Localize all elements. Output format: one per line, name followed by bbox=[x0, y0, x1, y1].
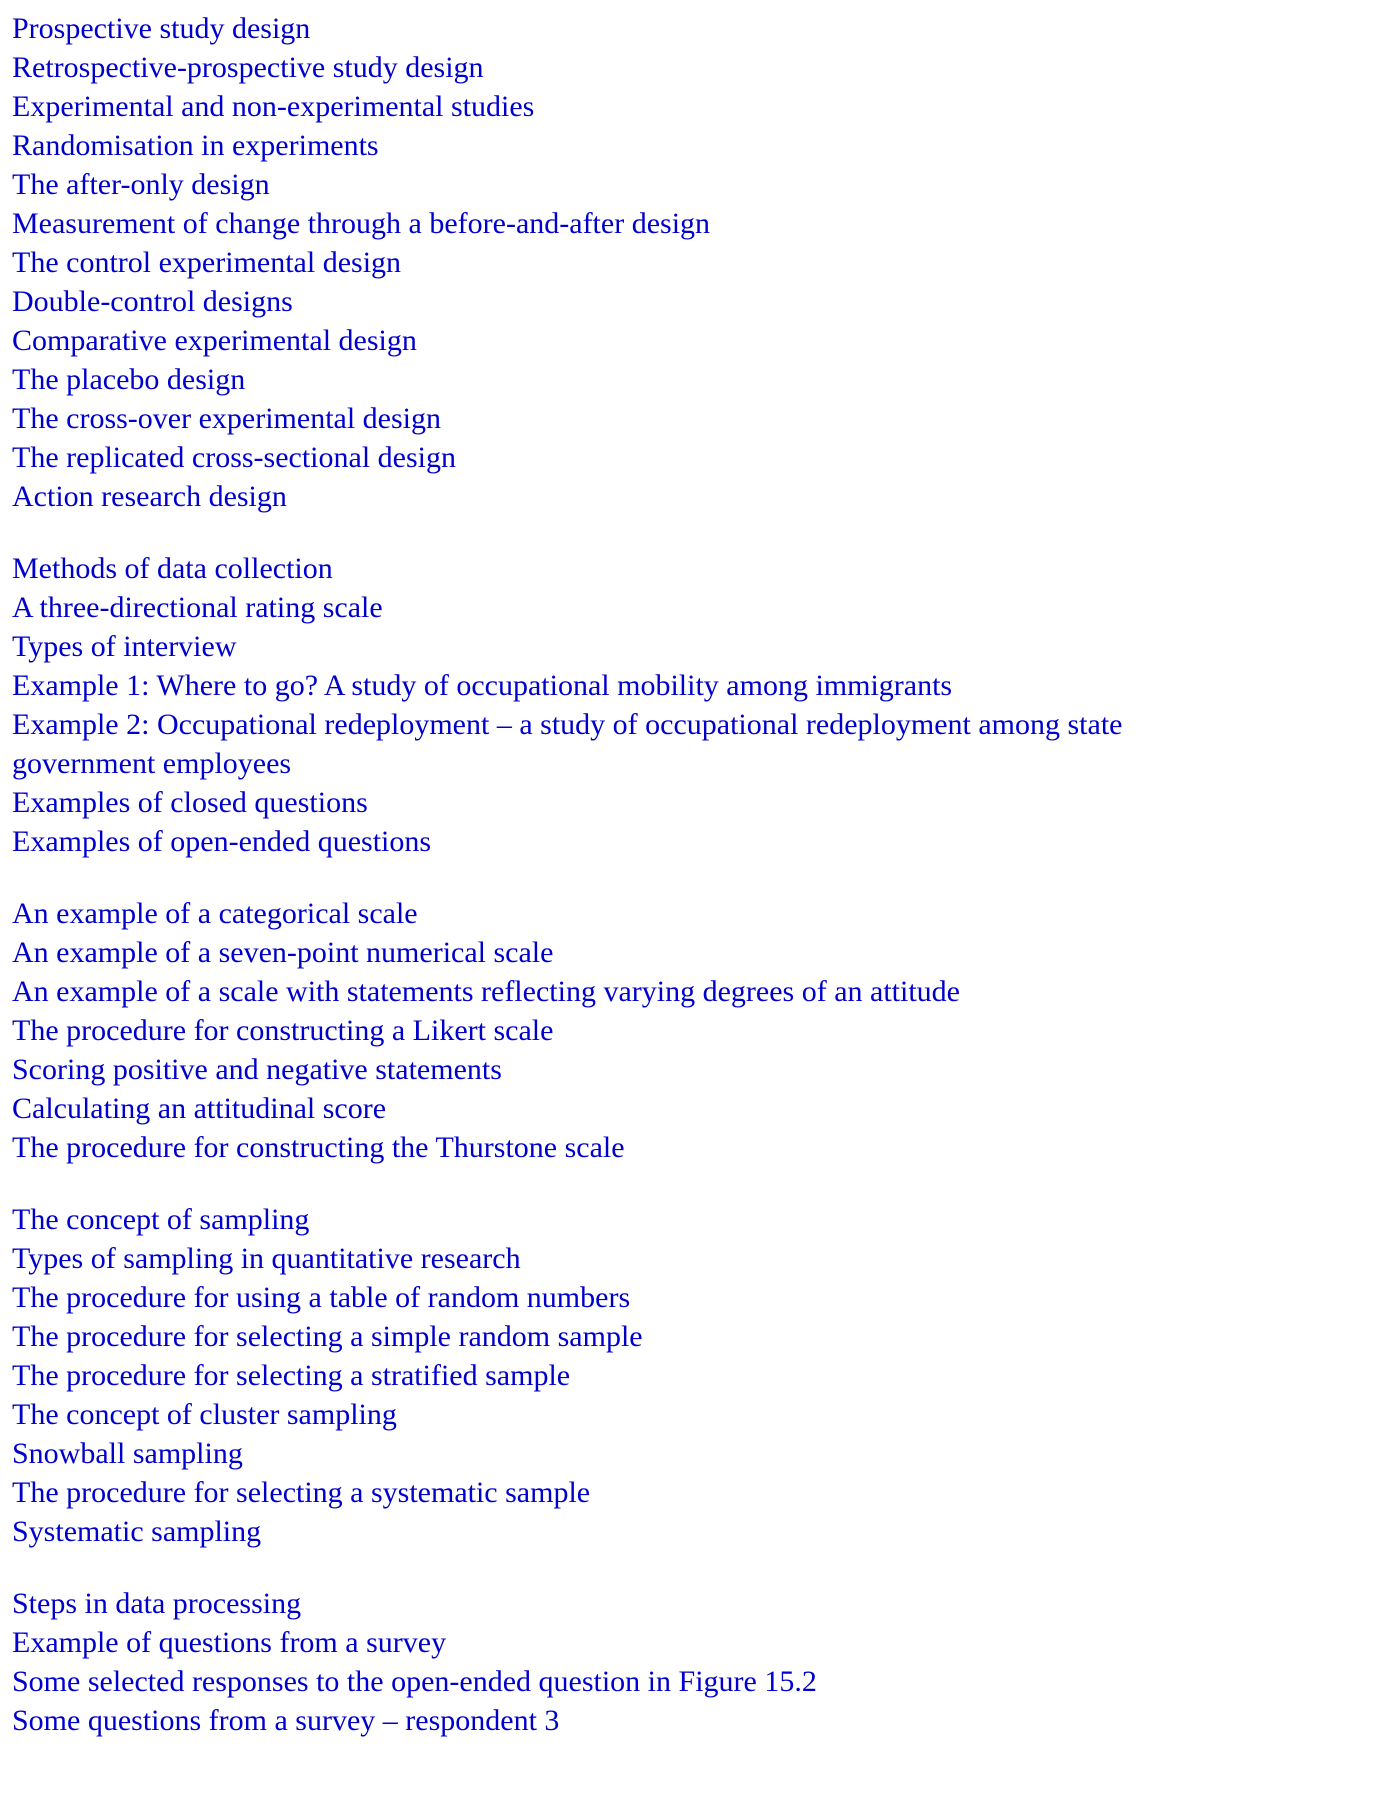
figure-link[interactable]: Examples of open-ended questions bbox=[12, 825, 432, 858]
figure-link[interactable]: Some questions from a survey – respondent 3 bbox=[12, 1704, 560, 1737]
figure-link[interactable]: Action research design bbox=[12, 480, 287, 513]
figure-link-group bbox=[12, 549, 1272, 861]
figure-link-group bbox=[12, 9, 1272, 516]
figure-link[interactable]: The procedure for selecting a stratified sample bbox=[12, 1359, 571, 1392]
figure-link[interactable]: Experimental and non-experimental studies bbox=[12, 90, 535, 123]
figure-link[interactable]: Retrospective-prospective study design bbox=[12, 51, 484, 84]
figure-link[interactable]: The procedure for selecting a simple random sample bbox=[12, 1320, 643, 1353]
figure-link[interactable]: The procedure for constructing the Thurstone scale bbox=[12, 1131, 625, 1164]
figure-link[interactable]: The procedure for using a table of random numbers bbox=[12, 1281, 631, 1314]
figure-link[interactable]: Methods of data collection bbox=[12, 552, 333, 585]
figure-link[interactable]: An example of a categorical scale bbox=[12, 897, 418, 930]
figure-link[interactable]: Example 1: Where to go? A study of occupational mobility among immigrants bbox=[12, 669, 953, 702]
figure-link-group bbox=[12, 1200, 1272, 1551]
figure-link[interactable]: Snowball sampling bbox=[12, 1437, 243, 1470]
figure-link[interactable]: Some selected responses to the open-ended question in Figure 15.2 bbox=[12, 1665, 817, 1698]
figure-link[interactable]: The placebo design bbox=[12, 363, 246, 396]
figure-link-group bbox=[12, 1584, 1272, 1740]
figure-link[interactable]: A three-directional rating scale bbox=[12, 591, 383, 624]
figure-link[interactable]: Randomisation in experiments bbox=[12, 129, 379, 162]
figure-link[interactable]: The concept of sampling bbox=[12, 1203, 310, 1236]
figure-link[interactable]: Prospective study design bbox=[12, 12, 311, 45]
figure-link[interactable]: The cross-over experimental design bbox=[12, 402, 442, 435]
figure-link[interactable]: Examples of closed questions bbox=[12, 786, 368, 819]
figure-link[interactable]: The procedure for selecting a systematic sample bbox=[12, 1476, 591, 1509]
figure-link[interactable]: Example of questions from a survey bbox=[12, 1626, 447, 1659]
figure-link[interactable]: Systematic sampling bbox=[12, 1515, 262, 1548]
figure-link[interactable]: An example of a scale with statements reflecting varying degrees of an attitude bbox=[12, 975, 960, 1008]
figure-link-group bbox=[12, 894, 1272, 1167]
figure-link[interactable]: Scoring positive and negative statements bbox=[12, 1053, 502, 1086]
figure-link[interactable]: The concept of cluster sampling bbox=[12, 1398, 397, 1431]
figure-link[interactable]: The procedure for constructing a Likert scale bbox=[12, 1014, 554, 1047]
figure-link[interactable]: Double-control designs bbox=[12, 285, 293, 318]
figure-link[interactable]: Types of sampling in quantitative research bbox=[12, 1242, 521, 1275]
figure-link[interactable]: Example 2: Occupational redeployment – a study of occupational redeployment among state government employees bbox=[12, 708, 1123, 780]
figure-link[interactable]: Steps in data processing bbox=[12, 1587, 302, 1620]
figure-link[interactable]: Measurement of change through a before-and-after design bbox=[12, 207, 711, 240]
figure-link[interactable]: Types of interview bbox=[12, 630, 237, 663]
figure-link[interactable]: The control experimental design bbox=[12, 246, 402, 279]
figure-link[interactable]: The replicated cross-sectional design bbox=[12, 441, 456, 474]
figure-link[interactable]: An example of a seven-point numerical scale bbox=[12, 936, 554, 969]
figure-link[interactable]: The after-only design bbox=[12, 168, 270, 201]
figure-link[interactable]: Comparative experimental design bbox=[12, 324, 417, 357]
figure-link[interactable]: Calculating an attitudinal score bbox=[12, 1092, 387, 1125]
